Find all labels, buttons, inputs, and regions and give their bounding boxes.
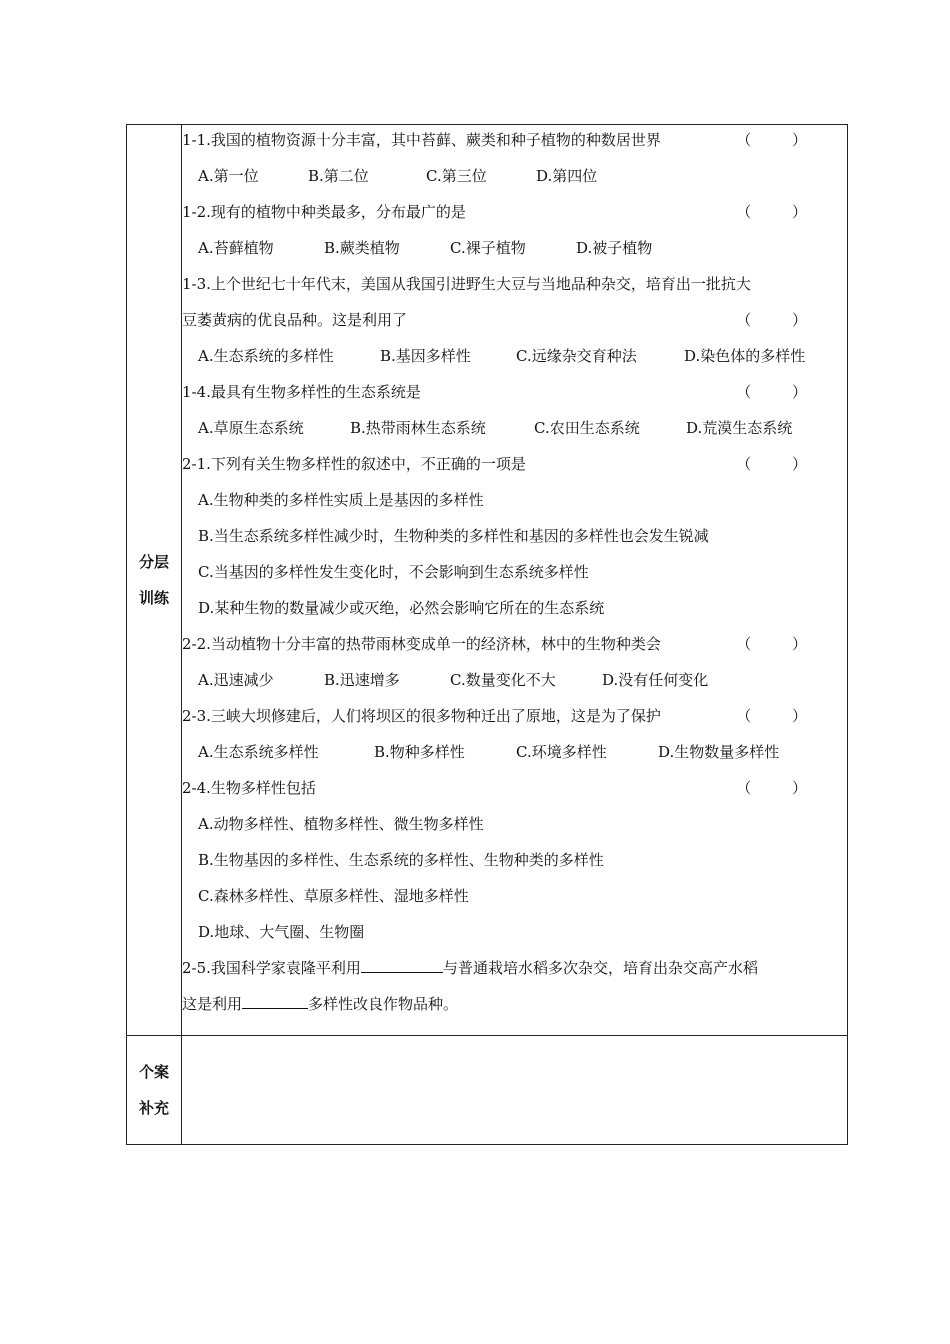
question-text: 1-4.最具有生物多样性的生态系统是 [182,383,421,401]
question-2-2 [182,626,847,662]
training-label-cell [127,125,182,1036]
training-row [127,125,848,1036]
option-b: B.生物基因的多样性、生态系统的多样性、生物种类的多样性 [198,851,604,869]
option-a: A.草原生态系统 [198,419,304,437]
option-b: B.热带雨林生态系统 [350,419,486,437]
option-a: A.生态系统的多样性 [198,347,334,365]
questions-cell [182,125,848,1036]
answer-parentheses: （ ） [736,707,825,725]
fill-in-blank[interactable] [361,954,443,973]
question-text: 2-2.当动植物十分丰富的热带雨林变成单一的经济林，林中的生物种类会 [182,635,661,653]
option-c: C.当基因的多样性发生变化时，不会影响到生态系统多样性 [198,563,589,581]
option-c: C.裸子植物 [450,239,526,257]
answer-parentheses: （ ） [736,131,825,149]
question-text: 2-1.下列有关生物多样性的叙述中，不正确的一项是 [182,455,526,473]
option-a: A.生态系统多样性 [198,743,319,761]
option-d: D.染色体的多样性 [684,347,806,365]
supplement-row [127,1036,848,1145]
label-line: 个案 [138,1063,169,1081]
section-label-training [127,125,181,1035]
answer-parentheses: （ ） [736,203,825,221]
options-1-1 [182,158,847,194]
option-b: B.当生态系统多样性减少时，生物种类的多样性和基因的多样性也会发生锐减 [198,527,709,545]
option-d: D.生物数量多样性 [658,743,780,761]
option-c: C.数量变化不大 [450,671,556,689]
options-2-3 [182,734,847,770]
option-d: D.第四位 [536,167,598,185]
question-2-5-continued [182,986,847,1022]
option-d: D.被子植物 [576,239,653,257]
option-a: A.动物多样性、植物多样性、微生物多样性 [198,815,484,833]
question-1-2 [182,194,847,230]
answer-parentheses: （ ） [736,311,825,329]
question-text: 1-3.上个世纪七十年代末，美国从我国引进野生大豆与当地品种杂交，培育出一批抗大 [182,275,751,293]
answer-parentheses: （ ） [736,383,825,401]
option-b: B.第二位 [308,167,369,185]
question-2-3 [182,698,847,734]
options-1-3 [182,338,847,374]
options-1-2 [182,230,847,266]
option-d: D.某种生物的数量减少或灭绝，必然会影响它所在的生态系统 [198,599,605,617]
question-text: 多样性改良作物品种。 [308,995,459,1013]
option-c: C.第三位 [426,167,487,185]
worksheet-table [126,124,848,1145]
question-2-4 [182,770,847,806]
label-line: 训练 [138,589,169,607]
answer-parentheses: （ ） [736,779,825,797]
option-c: C.远缘杂交育种法 [516,347,637,365]
option-a: A.迅速减少 [198,671,274,689]
question-text: 2-4.生物多样性包括 [182,779,316,797]
supplement-content-cell[interactable] [182,1036,848,1145]
options-2-2 [182,662,847,698]
label-line: 补充 [138,1099,169,1117]
question-1-1 [182,122,847,158]
options-1-4 [182,410,847,446]
question-text: 1-1.我国的植物资源十分丰富，其中苔藓、蕨类和种子植物的种数居世界 [182,131,661,149]
question-1-3-continued [182,302,847,338]
supplement-label-cell [127,1036,182,1145]
option-a: A.生物种类的多样性实质上是基因的多样性 [198,491,484,509]
option-a: A.第一位 [198,167,259,185]
question-1-3 [182,266,847,302]
option-b: B.物种多样性 [374,743,465,761]
question-text: 与普通栽培水稻多次杂交，培育出杂交高产水稻 [442,959,758,977]
section-label-supplement [127,1036,181,1144]
question-2-1 [182,446,847,482]
question-text: 2-3.三峡大坝修建后，人们将坝区的很多物种迁出了原地，这是为了保护 [182,707,661,725]
option-c: C.农田生态系统 [534,419,640,437]
option-a: A.苔藓植物 [198,239,274,257]
option-b: B.蕨类植物 [324,239,400,257]
option-d: D.荒漠生态系统 [686,419,793,437]
label-line: 分层 [138,553,169,571]
option-c: C.森林多样性、草原多样性、湿地多样性 [198,887,469,905]
option-c: C.环境多样性 [516,743,607,761]
answer-parentheses: （ ） [736,635,825,653]
question-1-4 [182,374,847,410]
option-b: B.基因多样性 [380,347,471,365]
option-d: D.没有任何变化 [602,671,709,689]
question-text: 这是利用 [182,995,243,1013]
question-text: 豆萎黄病的优良品种。这是利用了 [182,311,408,329]
option-d: D.地球、大气圈、生物圈 [198,923,365,941]
fill-in-blank[interactable] [242,990,308,1009]
question-2-5 [182,950,847,986]
question-text: 1-2.现有的植物中种类最多，分布最广的是 [182,203,466,221]
option-b: B.迅速增多 [324,671,400,689]
question-text: 2-5.我国科学家袁隆平利用 [182,959,361,977]
answer-parentheses: （ ） [736,455,825,473]
